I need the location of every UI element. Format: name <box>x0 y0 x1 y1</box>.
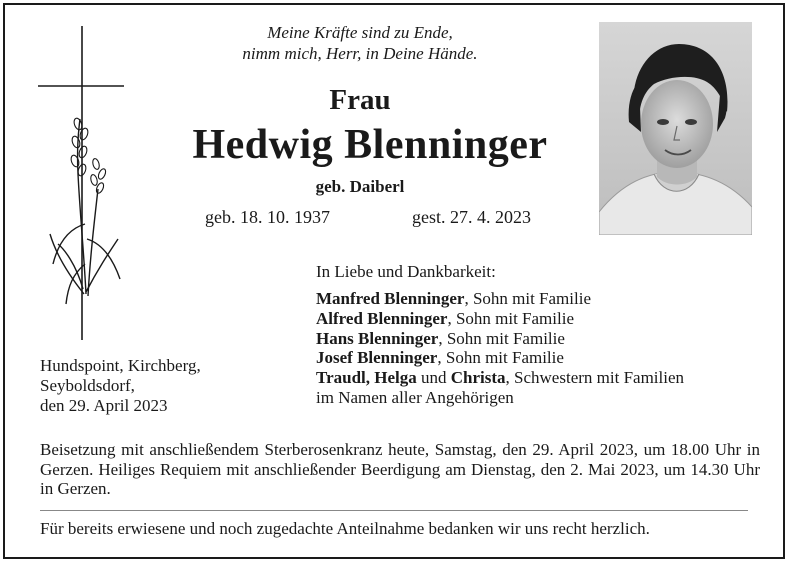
cross-with-wheat-icon <box>28 24 148 344</box>
relatives-line: im Namen aller Angehörigen <box>316 387 514 407</box>
place-and-date <box>40 356 201 415</box>
verse <box>150 22 570 64</box>
salutation: Frau <box>329 84 391 116</box>
sister-names: Traudl, Helga <box>316 368 417 388</box>
mourner-name: Alfred Blenninger <box>316 308 448 328</box>
thanks-note: Für bereits erwiesene und noch zugedachte Anteilnahme bedanken wir uns recht herzlich. <box>40 519 650 538</box>
maiden-name: geb. Daiberl <box>315 177 405 196</box>
mourner-item <box>316 309 684 329</box>
sisters-and: und <box>416 368 451 388</box>
mourner-name: Josef Blenninger <box>316 348 438 368</box>
mourner-item-sisters <box>316 368 684 388</box>
mourner-name: Manfred Blenninger <box>316 289 465 308</box>
divider <box>40 510 748 511</box>
sister-name-last: Christa <box>450 368 506 388</box>
deceased-name: Hedwig Blenninger <box>192 122 548 168</box>
mourner-item <box>316 289 684 309</box>
mourner-relation: , Sohn mit Familie <box>438 328 565 348</box>
mourner-relation: , Sohn mit Familie <box>437 348 564 368</box>
place-line-3: den 29. April 2023 <box>40 395 168 415</box>
mourner-item <box>316 329 684 349</box>
mourner-name: Hans Blenninger <box>316 328 439 348</box>
mourners-intro: In Liebe und Dankbarkeit: <box>316 262 496 281</box>
mourner-item <box>316 348 684 368</box>
sisters-relation: , Schwestern mit Familien <box>505 368 685 388</box>
portrait-photo <box>599 22 752 235</box>
funeral-details: Beisetzung mit anschließendem Sterberosenkranz heute, Samstag, den 29. April 2023, um 18.00 Uhr in Gerzen. Heiliges Requiem mit anschließender Beerdigung am Dienstag, den 2. Mai 2023, um 14.30 Uhr in Gerzen. <box>40 440 760 498</box>
death-date: gest. 27. 4. 2023 <box>412 207 531 227</box>
mourner-relation: , Sohn mit Familie <box>464 289 591 308</box>
place-line-1: Hundspoint, Kirchberg, <box>40 356 201 375</box>
place-line-2: Seyboldsdorf, <box>40 375 135 395</box>
verse-line-1: Meine Kräfte sind zu Ende, <box>267 23 453 42</box>
mourner-relation: , Sohn mit Familie <box>447 308 574 328</box>
verse-line-2: nimm mich, Herr, in Deine Hände. <box>242 44 478 63</box>
birth-date: geb. 18. 10. 1937 <box>205 207 330 227</box>
mourners-list <box>316 289 684 408</box>
